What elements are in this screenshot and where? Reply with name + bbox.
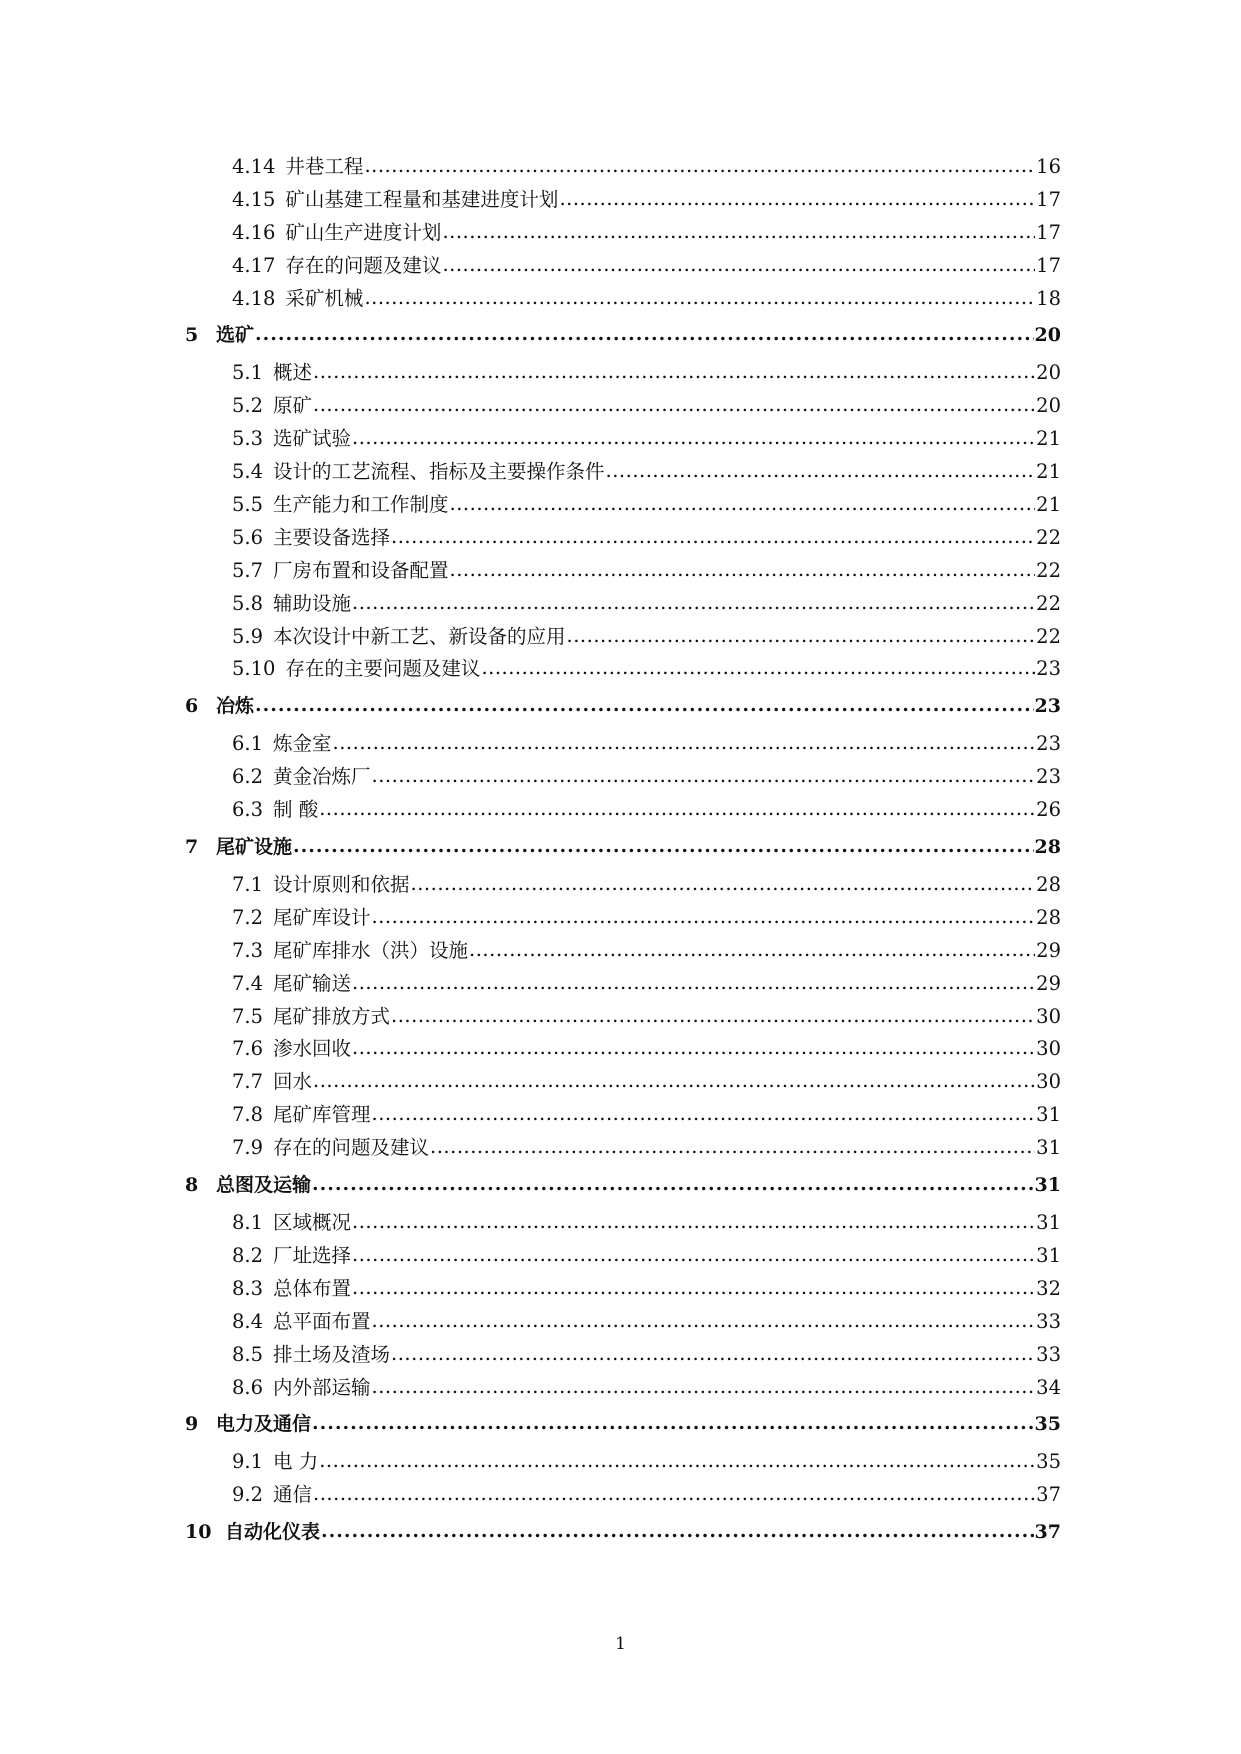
dot-leader (352, 971, 1035, 994)
toc-entry-number: 5.2 (232, 394, 264, 418)
toc-section-entry[interactable] (185, 1306, 1061, 1339)
dot-leader (567, 624, 1036, 647)
toc-entry-number: 5.8 (232, 591, 264, 615)
toc-section-entry[interactable] (185, 423, 1061, 456)
toc-entry-number: 10 (185, 1521, 212, 1544)
toc-entry-number: 4.15 (232, 187, 276, 211)
dot-leader (321, 1520, 1034, 1542)
toc-entry-page: 29 (1036, 971, 1061, 995)
dot-leader (255, 323, 1034, 345)
toc-entry-title: 辅助设施 (273, 591, 352, 615)
toc-entry-page: 28 (1034, 836, 1061, 859)
toc-entry-title: 冶炼 (216, 695, 255, 718)
toc-section-entry[interactable] (185, 456, 1061, 489)
toc-section-entry[interactable] (185, 1001, 1061, 1034)
dot-leader (606, 459, 1036, 482)
toc-entry-title: 选矿 (216, 324, 255, 347)
toc-entry-title: 总平面布置 (273, 1309, 371, 1333)
dot-leader (442, 253, 1035, 276)
toc-entry-page: 30 (1036, 1004, 1061, 1028)
dot-leader (313, 360, 1035, 383)
dot-leader (255, 694, 1034, 716)
toc-entry-number: 9.2 (232, 1483, 264, 1507)
toc-section-entry[interactable] (185, 968, 1061, 1001)
toc-entry-number: 7.1 (232, 873, 264, 897)
toc-entry-page: 32 (1036, 1276, 1061, 1300)
dot-leader (352, 1036, 1035, 1059)
toc-chapter-entry[interactable] (185, 691, 1061, 723)
toc-section-entry[interactable] (185, 653, 1061, 686)
dot-leader (293, 835, 1034, 857)
toc-entry-title: 渗水回收 (273, 1037, 352, 1061)
toc-entry-number: 5 (185, 324, 199, 347)
toc-entry-title: 通信 (273, 1483, 313, 1507)
dot-leader (469, 938, 1035, 961)
toc-entry-page: 29 (1036, 938, 1061, 962)
toc-entry-number: 8.3 (232, 1276, 264, 1300)
dot-leader (372, 1102, 1036, 1125)
toc-entry-title: 尾矿排放方式 (273, 1004, 391, 1028)
toc-section-entry[interactable] (185, 1207, 1061, 1240)
toc-entry-page: 17 (1036, 253, 1061, 277)
toc-section-entry[interactable] (185, 151, 1061, 184)
toc-entry-number: 5.10 (232, 657, 276, 681)
toc-entry-page: 20 (1034, 324, 1061, 347)
dot-leader (352, 1243, 1035, 1266)
toc-entry-number: 5.7 (232, 558, 264, 582)
toc-entry-page: 31 (1036, 1211, 1061, 1235)
toc-section-entry[interactable] (185, 794, 1061, 827)
toc-entry-title: 矿山基建工程量和基建进度计划 (285, 187, 559, 211)
toc-entry-title: 黄金冶炼厂 (273, 765, 371, 789)
toc-entry-number: 5.9 (232, 624, 264, 648)
toc-entry-page: 30 (1036, 1037, 1061, 1061)
toc-section-entry[interactable] (185, 1446, 1061, 1479)
toc-entry-title: 尾矿库设计 (273, 905, 371, 929)
toc-entry-number: 9.1 (232, 1450, 264, 1474)
dot-leader (364, 286, 1035, 309)
toc-entry-page: 31 (1036, 1103, 1061, 1127)
toc-entry-title: 存在的问题及建议 (285, 253, 442, 277)
toc-section-entry[interactable] (185, 357, 1061, 390)
toc-chapter-entry[interactable] (185, 1517, 1061, 1549)
dot-leader (313, 1482, 1035, 1505)
dot-leader (372, 1375, 1036, 1398)
toc-entry-title: 原矿 (273, 394, 313, 418)
toc-chapter-entry[interactable] (185, 1409, 1061, 1441)
toc-section-entry[interactable] (185, 869, 1061, 902)
toc-entry-page: 21 (1036, 493, 1061, 517)
toc-section-entry[interactable] (185, 390, 1061, 423)
toc-entry-title: 选矿试验 (273, 427, 352, 451)
toc-entry-title: 制 酸 (273, 798, 319, 822)
page-number: 1 (615, 1634, 626, 1654)
toc-section-entry[interactable] (185, 1066, 1061, 1099)
dot-leader (333, 731, 1036, 754)
toc-entry-page: 30 (1036, 1070, 1061, 1094)
toc-entry-title: 区域概况 (273, 1211, 352, 1235)
dot-leader (559, 187, 1035, 210)
toc-entry-number: 7.9 (232, 1136, 264, 1160)
toc-section-entry[interactable] (185, 1132, 1061, 1165)
toc-entry-title: 存在的问题及建议 (273, 1136, 430, 1160)
toc-entry-page: 28 (1036, 873, 1061, 897)
toc-entry-page: 21 (1036, 427, 1061, 451)
toc-entry-title: 主要设备选择 (273, 525, 391, 549)
toc-entry-title: 矿山生产进度计划 (285, 220, 442, 244)
toc-section-entry[interactable] (185, 1339, 1061, 1372)
toc-entry-number: 5.3 (232, 427, 264, 451)
toc-chapter-entry[interactable] (185, 320, 1061, 352)
toc-entry-page: 23 (1034, 695, 1061, 718)
toc-entry-number: 8.2 (232, 1243, 264, 1267)
toc-entry-number: 8.4 (232, 1309, 264, 1333)
toc-entry-number: 5.1 (232, 361, 264, 385)
toc-entry-number: 7.6 (232, 1037, 264, 1061)
toc-entry-title: 井巷工程 (285, 155, 364, 178)
toc-entry-number: 7.3 (232, 938, 264, 962)
dot-leader (313, 1069, 1035, 1092)
dot-leader (352, 426, 1035, 449)
toc-section-entry[interactable] (185, 522, 1061, 555)
dot-leader (481, 656, 1035, 679)
toc-entry-title: 回水 (273, 1070, 313, 1094)
toc-entry-number: 5.6 (232, 525, 264, 549)
toc-section-entry[interactable] (185, 1372, 1061, 1405)
dot-leader (442, 220, 1035, 243)
toc-entry-title: 设计的工艺流程、指标及主要操作条件 (273, 460, 605, 484)
toc-entry-title: 尾矿库排水（洪）设施 (273, 938, 469, 962)
toc-entry-page: 31 (1036, 1243, 1061, 1267)
toc-entry-page: 17 (1036, 187, 1061, 211)
toc-entry-number: 7 (185, 836, 199, 859)
dot-leader (352, 1276, 1035, 1299)
toc-entry-page: 35 (1034, 1413, 1061, 1436)
dot-leader (352, 591, 1035, 614)
dot-leader (411, 872, 1036, 895)
toc-entry-title: 总图及运输 (216, 1174, 312, 1197)
toc-entry-title: 采矿机械 (285, 286, 364, 310)
toc-entry-page: 22 (1036, 558, 1061, 582)
toc-entry-page: 22 (1036, 525, 1061, 549)
toc-section-entry[interactable] (185, 935, 1061, 968)
toc-entry-title: 本次设计中新工艺、新设备的应用 (273, 624, 566, 648)
dot-leader (319, 1449, 1035, 1472)
toc-entry-page: 33 (1036, 1309, 1061, 1333)
toc-section-entry[interactable] (185, 250, 1061, 283)
toc-entry-page: 23 (1036, 657, 1061, 681)
toc-entry-page: 18 (1036, 286, 1061, 310)
dot-leader (391, 525, 1035, 548)
toc-entry-title: 尾矿输送 (273, 971, 352, 995)
toc-entry-title: 尾矿设施 (216, 836, 293, 859)
toc-section-entry[interactable] (185, 621, 1061, 654)
toc-section-entry[interactable] (185, 283, 1061, 316)
toc-entry-page: 26 (1036, 798, 1061, 822)
toc-entry-number: 7.2 (232, 905, 264, 929)
toc-entry-title: 概述 (273, 361, 313, 385)
dot-leader (319, 797, 1035, 820)
toc-entry-page: 31 (1036, 1136, 1061, 1160)
toc-entry-number: 7.8 (232, 1103, 264, 1127)
toc-entry-title: 排土场及渣场 (273, 1342, 391, 1366)
toc-entry-page: 34 (1036, 1375, 1061, 1399)
toc-entry-number: 6 (185, 695, 199, 718)
toc-entry-title: 电力及通信 (216, 1413, 312, 1436)
dot-leader (364, 154, 1035, 177)
toc-entry-number: 7.4 (232, 971, 264, 995)
toc-entry-number: 8 (185, 1174, 199, 1197)
toc-entry-number: 7.5 (232, 1004, 264, 1028)
toc-entry-page: 20 (1036, 361, 1061, 385)
toc-section-entry[interactable] (185, 184, 1061, 217)
dot-leader (372, 764, 1036, 787)
dot-leader (430, 1135, 1035, 1158)
toc-chapter-entry[interactable] (185, 832, 1061, 864)
toc-entry-title: 电 力 (273, 1450, 319, 1474)
toc-entry-page: 17 (1036, 220, 1061, 244)
toc-section-entry[interactable] (185, 1273, 1061, 1306)
toc-section-entry[interactable] (185, 588, 1061, 621)
toc-entry-title: 存在的主要问题及建议 (285, 657, 481, 681)
toc-entry-page: 37 (1034, 1521, 1061, 1544)
toc-entry-page: 33 (1036, 1342, 1061, 1366)
dot-leader (372, 1309, 1036, 1332)
toc-entry-title: 设计原则和依据 (273, 873, 410, 897)
toc-entry-page: 22 (1036, 624, 1061, 648)
dot-leader (372, 905, 1036, 928)
dot-leader (312, 1412, 1034, 1434)
toc-entry-title: 炼金室 (273, 732, 332, 756)
toc-section-entry[interactable] (185, 728, 1061, 761)
toc-chapter-entry[interactable] (185, 1170, 1061, 1202)
toc-entry-title: 厂址选择 (273, 1243, 352, 1267)
toc-entry-page: 28 (1036, 905, 1061, 929)
toc-section-entry[interactable] (185, 1099, 1061, 1132)
toc-entry-number: 8.1 (232, 1211, 264, 1235)
toc-entry-number: 8.6 (232, 1375, 264, 1399)
toc-entry-number: 7.7 (232, 1070, 264, 1094)
toc-entry-number: 6.3 (232, 798, 264, 822)
toc-entry-page: 16 (1036, 155, 1061, 178)
toc-entry-number: 8.5 (232, 1342, 264, 1366)
toc-entry-title: 自动化仪表 (225, 1521, 321, 1544)
dot-leader (312, 1173, 1034, 1195)
toc-entry-page: 23 (1036, 732, 1061, 756)
toc-entry-number: 5.4 (232, 460, 264, 484)
toc-section-entry[interactable] (185, 555, 1061, 588)
dot-leader (450, 492, 1036, 515)
toc-section-entry[interactable] (185, 902, 1061, 935)
toc-entry-page: 22 (1036, 591, 1061, 615)
toc-entry-number: 5.5 (232, 493, 264, 517)
toc-entry-page: 21 (1036, 460, 1061, 484)
toc-entry-number: 6.1 (232, 732, 264, 756)
toc-entry-title: 内外部运输 (273, 1375, 371, 1399)
toc-section-entry[interactable] (185, 761, 1061, 794)
toc-entry-title: 尾矿库管理 (273, 1103, 371, 1127)
dot-leader (313, 393, 1035, 416)
toc-entry-number: 4.14 (232, 155, 276, 178)
toc-entry-number: 9 (185, 1413, 199, 1436)
toc-entry-page: 31 (1034, 1174, 1061, 1197)
toc-entry-number: 4.17 (232, 253, 276, 277)
dot-leader (352, 1210, 1035, 1233)
toc-entry-page: 37 (1036, 1483, 1061, 1507)
dot-leader (450, 558, 1036, 581)
toc-section-entry[interactable] (185, 1240, 1061, 1273)
toc-entry-number: 4.16 (232, 220, 276, 244)
dot-leader (391, 1004, 1035, 1027)
toc-entry-page: 35 (1036, 1450, 1061, 1474)
toc-section-entry[interactable] (185, 489, 1061, 522)
toc-section-entry[interactable] (185, 1479, 1061, 1512)
toc-entry-title: 生产能力和工作制度 (273, 493, 449, 517)
toc-entry-page: 23 (1036, 765, 1061, 789)
toc-section-entry[interactable] (185, 1033, 1061, 1066)
toc-entry-title: 总体布置 (273, 1276, 352, 1300)
table-of-contents (185, 151, 1061, 1554)
toc-entry-title: 厂房布置和设备配置 (273, 558, 449, 582)
dot-leader (391, 1342, 1035, 1365)
toc-section-entry[interactable] (185, 217, 1061, 250)
toc-entry-page: 20 (1036, 394, 1061, 418)
toc-entry-number: 4.18 (232, 286, 276, 310)
toc-entry-number: 6.2 (232, 765, 264, 789)
